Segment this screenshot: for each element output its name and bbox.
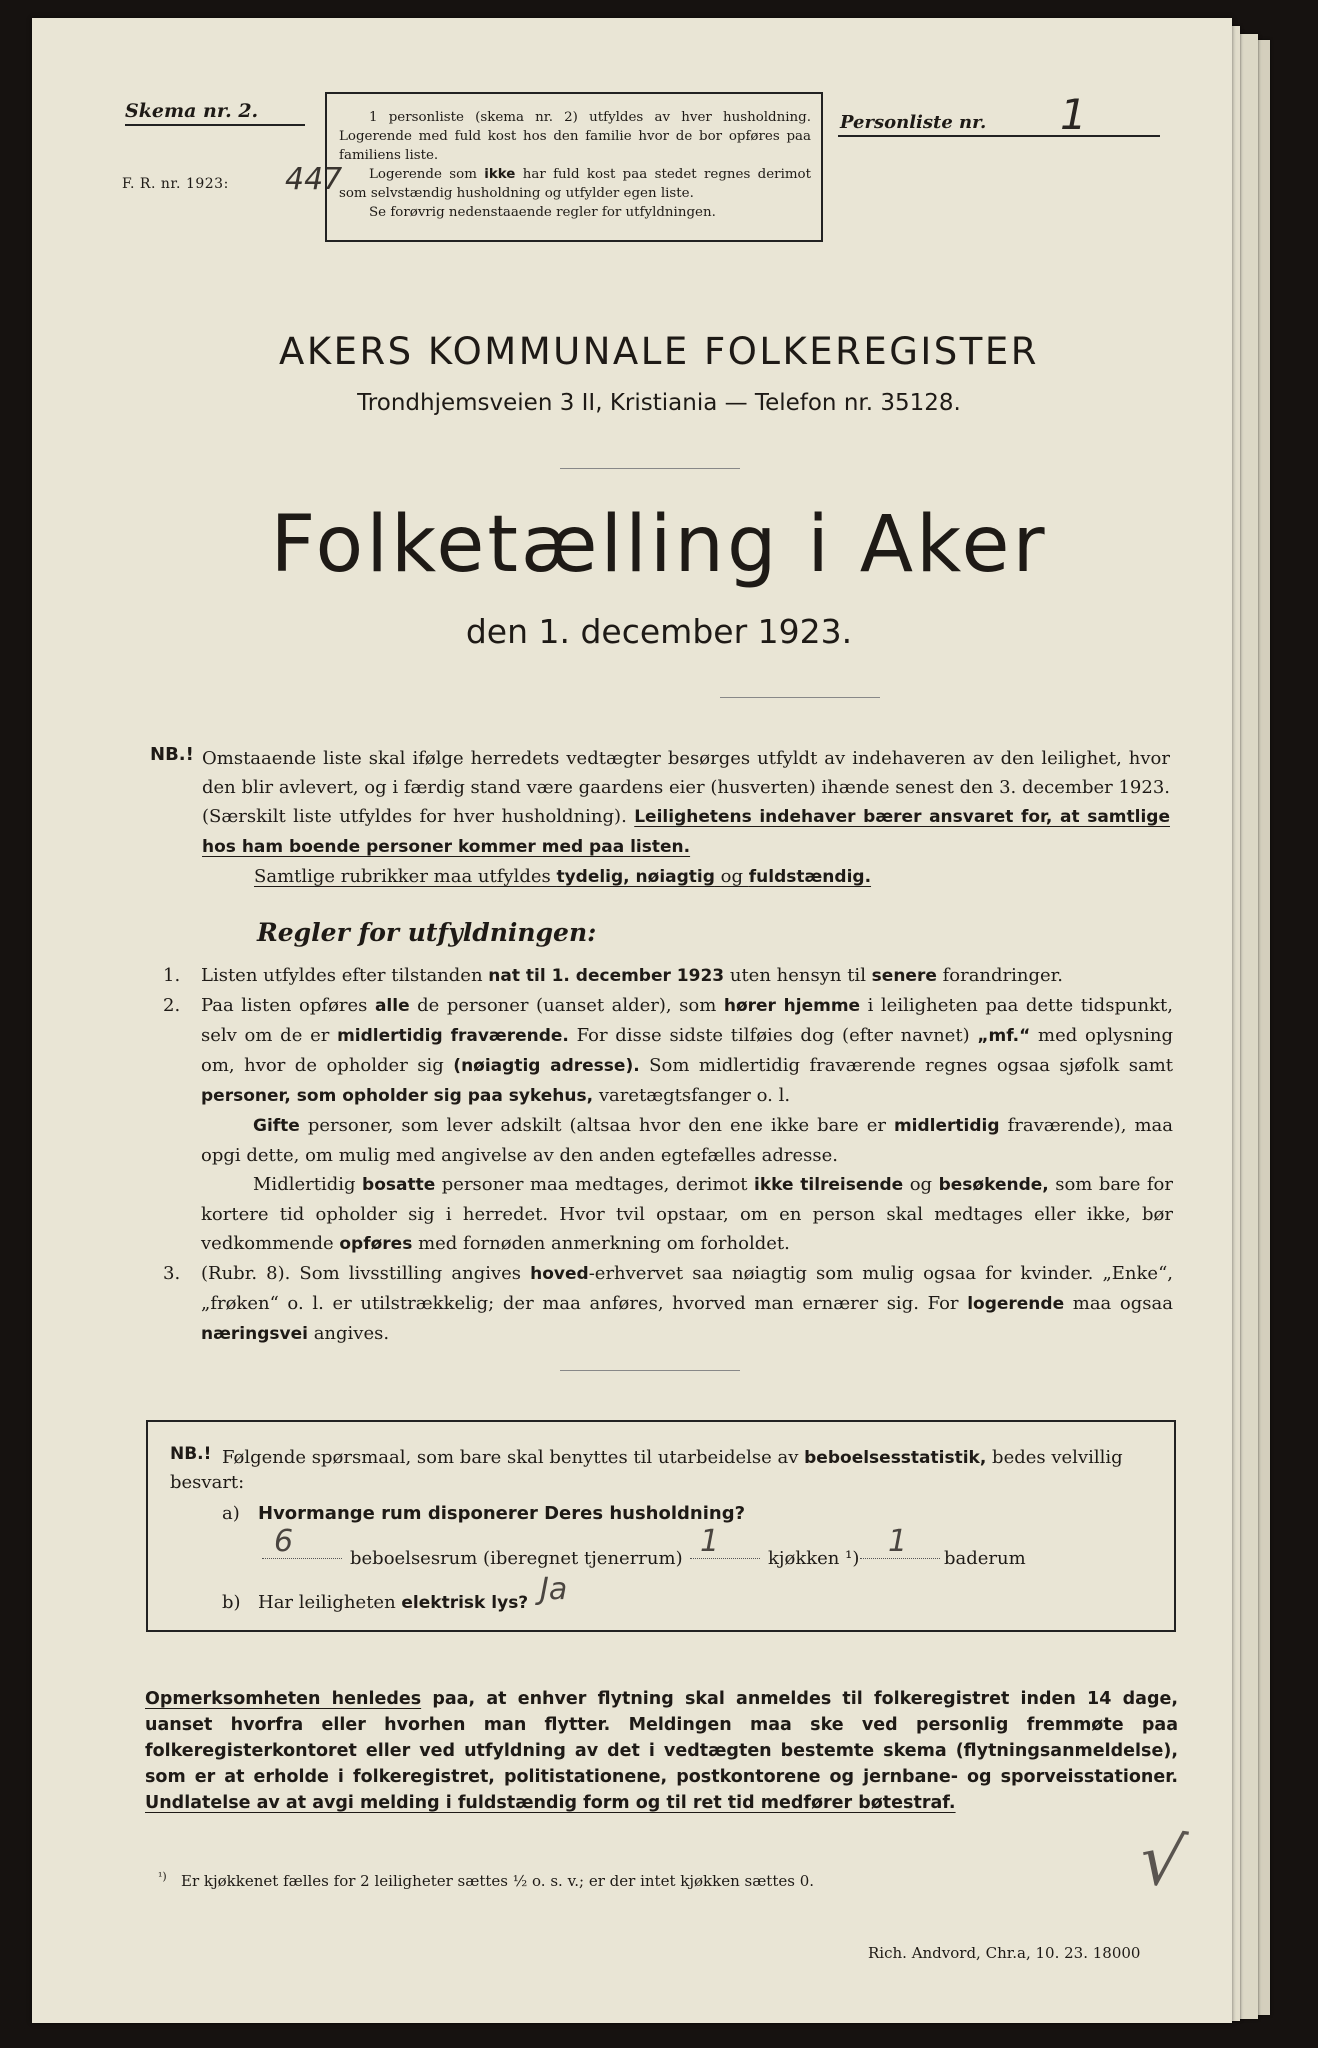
fr-label: F. R. nr. 1923: [122,176,229,192]
moving-notice: Opmerksomheten henledes paa, at enhver flytning skal anmeldes til folkeregistret inden 14 dage, uanset hvorfra eller hvorhen man flytter. Meldingen maa ske ved personlig fremmøte paa folkeregisterkontoret eller ved utfyldning av det i vedtægten bestemte skema (flytningsanmeldelse), som er at erholde i folkeregistret, politistationene, postkontorene og jernbane- og sporveisstationer. Undlatelse av at avgi melding i fuldstændig form og til ret tid medfører bøtestraf. [145,1689,1178,1813]
question-b-label: b) [222,1592,241,1613]
instructions-p1: 1 personliste (skema nr. 2) utfyldes av hver husholdning. Logerende med fuld kost hos den familie hvor de bor opføres paa familiens liste. [339,110,811,163]
rooms-field[interactable]: 6 [262,1530,342,1564]
nb-label: NB.! [150,744,194,765]
rule-2-paragraph-2: Gifte personer, som lever adskilt (altsaa hvor den ene ikke bare er midlertidig fraværende), maa opgi dette, om mulig med angivelse av den anden egtefælles adresse. [201,1115,1173,1166]
divider [720,697,880,698]
instructions-box [325,92,823,242]
bath-label: baderum [944,1548,1026,1569]
kitchen-field[interactable]: 1 [690,1530,760,1564]
question-nb-label: NB.! [170,1444,212,1464]
rule-2: 2. Paa listen opføres alle de personer (uanset alder), som hører hjemme i leiligheten paa dette tidspunkt, selv om de er midlertidig fraværende. For disse sidste tilføies dog (efter navnet) „mf.“ med oplysning om, hvor de opholder sig (nøiagtig adresse). Som midlertidig fraværende regnes ogsaa sjøfolk samt personer, som opholder sig paa sykehus, varetægtsfanger o. l. [163,995,1174,1106]
instructions-p2: Logerende som ikke har fuld kost paa stedet regnes derimot som selvstændig husholdning og utfylder egen liste. [339,167,811,201]
instructions-p3: Se forøvrig nedenstaaende regler for utfyldningen. [369,205,716,220]
question-intro: Følgende spørsmaal, som bare skal benyttes til utarbeidelse av beboelsesstatistik, bedes velvillig [222,1447,1123,1468]
footnote: $^{^1)}$ Er kjøkkenet fælles for 2 leiligheter sættes ½ o. s. v.; er der intet kjøkken sættes 0. [158,1870,815,1890]
question-a-label: a) [222,1503,240,1524]
question-intro-cont: besvart: [170,1472,245,1493]
question-b-text: Har leiligheten elektrisk lys? [258,1592,529,1613]
personliste-number-handwritten: 1 [1060,90,1087,139]
document-date: den 1. december 1923. [465,612,853,651]
rule-3: 3. (Rubr. 8). Som livsstilling angives hoved-erhvervet saa nøiagtig som mulig ogsaa for kvinder. „Enke“, „frøken“ o. l. er utilstrækkelig; der maa anføres, hvorved man ernærer sig. For logerende maa ogsaa næringsvei angives. [163,1263,1173,1344]
divider [560,1370,740,1371]
kitchen-label: kjøkken ¹) [768,1548,860,1569]
personliste-label: Personliste nr. [840,112,987,133]
divider [838,135,1160,137]
skema-number: Skema nr. 2. [125,100,259,122]
check-mark-icon: √ [1134,1817,1191,1905]
rules-list [163,961,1173,1349]
bath-field[interactable]: 1 [860,1530,940,1564]
organization-address: Trondhjemsveien 3 II, Kristiania — Telefon nr. 35128. [357,390,961,416]
nb-paragraph: Omstaaende liste skal ifølge herredets vedtægter besørges utfyldt av indehaveren av den leilighet, hvor den blir avlevert, og i færdig stand være gaardens eier (husverten) ihænde senest den 3. december 1923. (Særskilt liste utfyldes for hver husholdning). Leilighetens indehaver bærer ansvaret for, at samtlige hos ham boende personer kommer med paa listen. Samtlige rubrikker maa utfyldes tydelig, nøiagtig og fuldstændig. [202,748,1170,887]
organization-name: AKERS KOMMUNALE FOLKEREGISTER [279,330,1039,373]
rooms-label: beboelsesrum (iberegnet tjenerrum) [350,1548,683,1569]
fr-number-handwritten: 447 [285,162,343,197]
printer-imprint: Rich. Andvord, Chr.a, 10. 23. 18000 [868,1944,1141,1962]
electric-light-field[interactable]: Ja [540,1572,568,1607]
rule-1: 1. Listen utfyldes efter tilstanden nat til 1. december 1923 uten hensyn til senere forandringer. [163,965,1064,986]
rule-2-paragraph-3: Midlertidig bosatte personer maa medtages, derimot ikke tilreisende og besøkende, som bare for kortere tid opholder sig i herredet. Hvor tvil opstaar, om en person skal medtages eller ikke, bør vedkommende opføres med fornøden anmerkning om forholdet. [201,1174,1173,1254]
divider [560,468,740,469]
question-a-text: Hvormange rum disponerer Deres husholdning? [258,1503,746,1524]
rules-heading: Regler for utfyldningen: [257,918,597,947]
divider [125,124,305,126]
document-title: Folketælling i Aker [270,500,1048,590]
